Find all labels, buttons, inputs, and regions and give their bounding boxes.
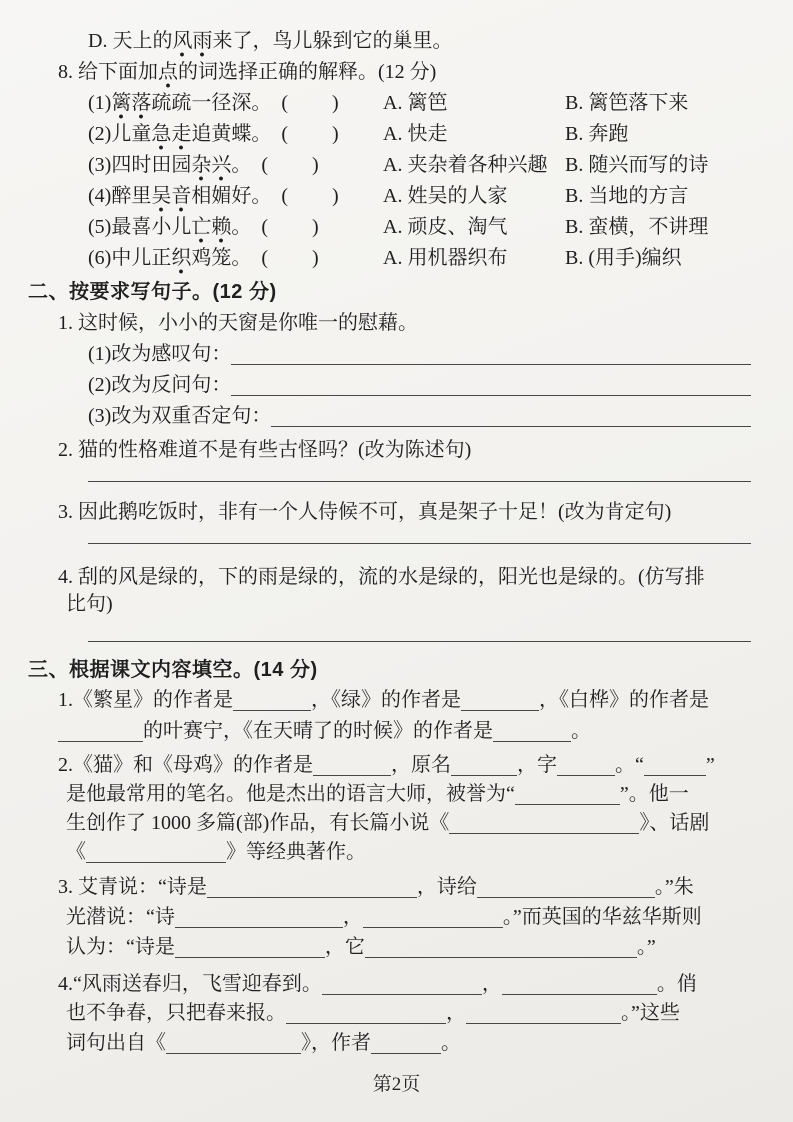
- blank-field[interactable]: [88, 470, 751, 482]
- blank-field[interactable]: [451, 757, 517, 776]
- text: 二、按要求写句子。(12 分): [28, 281, 277, 303]
- blank-field[interactable]: [644, 757, 706, 776]
- stem-cell: [88, 123, 383, 145]
- blank-field[interactable]: [322, 976, 482, 995]
- stem-cell: [88, 92, 383, 114]
- text: (4)醉里: [88, 185, 152, 207]
- text: (1)改为感叹句：: [88, 343, 232, 365]
- blank-field[interactable]: [233, 692, 311, 711]
- paren-close-icon: ): [332, 123, 339, 145]
- text: 相媚好。: [191, 185, 272, 207]
- s3-q4-line1: [28, 973, 751, 995]
- choice-d-line: [28, 30, 751, 52]
- text: 。“: [615, 754, 644, 776]
- text: ，: [446, 1002, 466, 1024]
- text: 。: [571, 720, 591, 742]
- s3-q2-line1: [28, 754, 751, 776]
- q8-item-5: [28, 216, 751, 238]
- text: A. 顽皮、淘气: [383, 216, 508, 238]
- text: 1. 这时候，小小的天窗是你唯一的慰藉。: [58, 312, 418, 334]
- text: 3. 艾青说：“诗是: [58, 876, 207, 898]
- option-a-cell: [383, 216, 565, 238]
- text: 比句): [66, 593, 113, 615]
- text: 。”这些: [621, 1002, 680, 1024]
- blank-field[interactable]: [313, 757, 391, 776]
- s2-q1-sub2: [28, 374, 751, 396]
- q8-stem: [28, 61, 751, 83]
- text: A. 夹杂着各种兴趣: [383, 154, 548, 176]
- blank-field[interactable]: [515, 786, 620, 805]
- text: (3)改为双重否定句：: [88, 405, 272, 427]
- paren-open-icon: (: [261, 154, 268, 176]
- text: B. 篱笆落下来: [565, 92, 689, 114]
- option-a-cell: [383, 185, 565, 207]
- blank-field[interactable]: [502, 976, 657, 995]
- s2-q1-sub3: [28, 405, 751, 427]
- text: ”: [705, 754, 715, 776]
- text: 1.《繁星》的作者是: [58, 689, 233, 711]
- option-a-cell: [383, 247, 565, 269]
- text: 是他最常用的笔名。他是杰出的语言大师，被誉为“: [66, 783, 515, 805]
- answer-paren[interactable]: [261, 154, 318, 176]
- dotted-text: 急走: [151, 123, 191, 150]
- paren-close-icon: ): [312, 216, 319, 238]
- answer-paren[interactable]: [281, 123, 338, 145]
- q8-item-4: [28, 185, 751, 207]
- blank-field[interactable]: [271, 408, 751, 427]
- text: 三、根据课文内容填空。(14 分): [28, 659, 318, 681]
- text: 。”而英国的华兹华斯则: [502, 906, 702, 928]
- s2-q3-answer-line: [28, 532, 751, 544]
- dotted-text: 杂兴: [191, 154, 231, 181]
- s3-q4-line2: [28, 1002, 751, 1024]
- blank-field[interactable]: [371, 1035, 441, 1054]
- stem-cell: [88, 154, 383, 176]
- text: 8. 给下面加: [58, 61, 158, 83]
- text: 2.《猫》和《母鸡》的作者是: [58, 754, 313, 776]
- blank-field[interactable]: [493, 723, 571, 742]
- text: 4.“风雨送春归，飞雪迎春到。: [58, 973, 322, 995]
- text: 2. 猫的性格难道不是有些古怪吗？(改为陈述句): [58, 439, 472, 461]
- text: A. 用机器织布: [383, 247, 508, 269]
- blank-field[interactable]: [286, 1005, 446, 1024]
- q8-item-6: [28, 247, 751, 269]
- answer-paren[interactable]: [281, 185, 338, 207]
- dotted-text: 点: [158, 61, 178, 88]
- text: (3)四时田园: [88, 154, 192, 176]
- text: ，《绿》的作者是: [311, 689, 461, 711]
- option-a-cell: [383, 123, 565, 145]
- text: 》，作者: [301, 1032, 371, 1054]
- text: A. 篱笆: [383, 92, 448, 114]
- paren-close-icon: ): [332, 92, 339, 114]
- text: D. 天上的: [88, 30, 173, 52]
- text: 认为：“诗是: [66, 936, 175, 958]
- q8-item-1: [28, 92, 751, 114]
- answer-paren[interactable]: [281, 92, 338, 114]
- blank-field[interactable]: [175, 939, 325, 958]
- dotted-text: 风雨: [172, 30, 212, 57]
- text: B. (用手)编织: [565, 247, 682, 269]
- text: 。: [231, 154, 252, 176]
- dotted-text: 亡赖: [191, 216, 231, 243]
- section-3-header: [28, 659, 751, 681]
- s3-q2-line3: [28, 812, 751, 834]
- text: ”。他一: [619, 783, 689, 805]
- text: 生创作了 1000 多篇(部)作品，有长篇小说《: [66, 812, 450, 834]
- paren-close-icon: ): [312, 247, 319, 269]
- blank-field[interactable]: [231, 377, 751, 396]
- text: 。: [441, 1032, 461, 1054]
- stem-cell: [88, 216, 383, 238]
- text: 光潜说：“诗: [66, 906, 175, 928]
- s3-q3-line3: [28, 936, 751, 958]
- s3-q3-line1: [28, 876, 751, 898]
- blank-field[interactable]: [231, 346, 751, 365]
- blank-field[interactable]: [466, 1005, 621, 1024]
- text: 。”朱: [654, 876, 694, 898]
- s3-q2-line4: [28, 841, 751, 863]
- blank-field[interactable]: [88, 630, 751, 642]
- content-lines: [28, 30, 751, 1054]
- blank-field[interactable]: [166, 1035, 301, 1054]
- dotted-text: 吴音: [151, 185, 191, 212]
- blank-field[interactable]: [557, 757, 615, 776]
- blank-field[interactable]: [365, 939, 637, 958]
- blank-field[interactable]: [175, 909, 343, 928]
- text: (2)改为反问句：: [88, 374, 232, 396]
- stem-cell: [88, 185, 383, 207]
- text: ，原名: [391, 754, 451, 776]
- text: (6)中儿正: [88, 247, 172, 269]
- stem-cell: [88, 247, 383, 269]
- answer-paren[interactable]: [261, 216, 318, 238]
- text: A. 快走: [383, 123, 448, 145]
- text: (2)儿童: [88, 123, 152, 145]
- text: 《: [66, 841, 86, 863]
- s2-q4-stem-line2: [28, 593, 751, 615]
- text: 。”: [636, 936, 656, 958]
- s2-q4-stem-line1: [28, 566, 751, 588]
- dotted-text: 篱落: [111, 92, 151, 119]
- text: ，《白桦》的作者是: [539, 689, 709, 711]
- s2-q4-answer-line: [28, 630, 751, 642]
- text: 也不争春，只把春来报。: [66, 1002, 286, 1024]
- s3-q1-line2: [28, 720, 751, 742]
- s3-q3-line2: [28, 906, 751, 928]
- option-a-cell: [383, 92, 565, 114]
- text: (5)最喜小儿: [88, 216, 192, 238]
- page-number: 第2页: [372, 1074, 421, 1095]
- text: ，诗给: [416, 876, 477, 898]
- text: B. 当地的方言: [565, 185, 689, 207]
- text: ，: [481, 973, 502, 995]
- text: 。: [231, 216, 252, 238]
- text: B. 蛮横，不讲理: [565, 216, 709, 238]
- blank-field[interactable]: [363, 909, 503, 928]
- text: 来了，鸟儿躲到它的巢里。: [212, 30, 453, 52]
- text: 的词选择正确的解释。(12 分): [178, 61, 437, 83]
- paren-open-icon: (: [281, 123, 288, 145]
- blank-field[interactable]: [58, 723, 143, 742]
- text: 词句出自《: [66, 1032, 166, 1054]
- text: 追黄蝶。: [191, 123, 272, 145]
- text: 4. 刮的风是绿的，下的雨是绿的，流的水是绿的，阳光也是绿的。(仿写排: [58, 566, 705, 588]
- dotted-text: 织: [171, 247, 191, 274]
- text: (1): [88, 92, 112, 114]
- s2-q1-stem: [28, 312, 751, 334]
- text: B. 随兴而写的诗: [565, 154, 709, 176]
- option-a-cell: [383, 154, 565, 176]
- paren-close-icon: ): [332, 185, 339, 207]
- s2-q1-sub1: [28, 343, 751, 365]
- text: 》等经典著作。: [226, 841, 366, 863]
- text: ，字: [517, 754, 557, 776]
- s2-q2-stem: [28, 439, 751, 461]
- text: 鸡笼。: [191, 247, 252, 269]
- paren-open-icon: (: [261, 216, 268, 238]
- blank-field[interactable]: [88, 532, 751, 544]
- q8-item-3: [28, 154, 751, 176]
- text: 。俏: [656, 973, 697, 995]
- blank-field[interactable]: [207, 879, 417, 898]
- answer-paren[interactable]: [261, 247, 318, 269]
- text: 3. 因此鹅吃饭时，非有一个人侍候不可，真是架子十足！(改为肯定句): [58, 501, 672, 523]
- paren-open-icon: (: [281, 185, 288, 207]
- q8-item-2: [28, 123, 751, 145]
- text: ，它: [324, 936, 365, 958]
- s3-q1-line1: [28, 689, 751, 711]
- paren-close-icon: ): [312, 154, 319, 176]
- s3-q4-line3: [28, 1032, 751, 1054]
- text: ，: [342, 906, 363, 928]
- text: 》、话剧: [639, 812, 710, 834]
- blank-field[interactable]: [449, 815, 639, 834]
- section-2-header: [28, 281, 751, 303]
- blank-field[interactable]: [477, 879, 655, 898]
- s3-q2-line2: [28, 783, 751, 805]
- paren-open-icon: (: [261, 247, 268, 269]
- text: B. 奔跑: [565, 123, 629, 145]
- text: 疏疏一径深。: [151, 92, 272, 114]
- text: A. 姓吴的人家: [383, 185, 508, 207]
- text: 的叶赛宁，《在天晴了的时候》的作者是: [143, 720, 493, 742]
- s2-q2-answer-line: [28, 470, 751, 482]
- blank-field[interactable]: [86, 844, 226, 863]
- blank-field[interactable]: [461, 692, 539, 711]
- paren-open-icon: (: [281, 92, 288, 114]
- s2-q3-stem: [28, 501, 751, 523]
